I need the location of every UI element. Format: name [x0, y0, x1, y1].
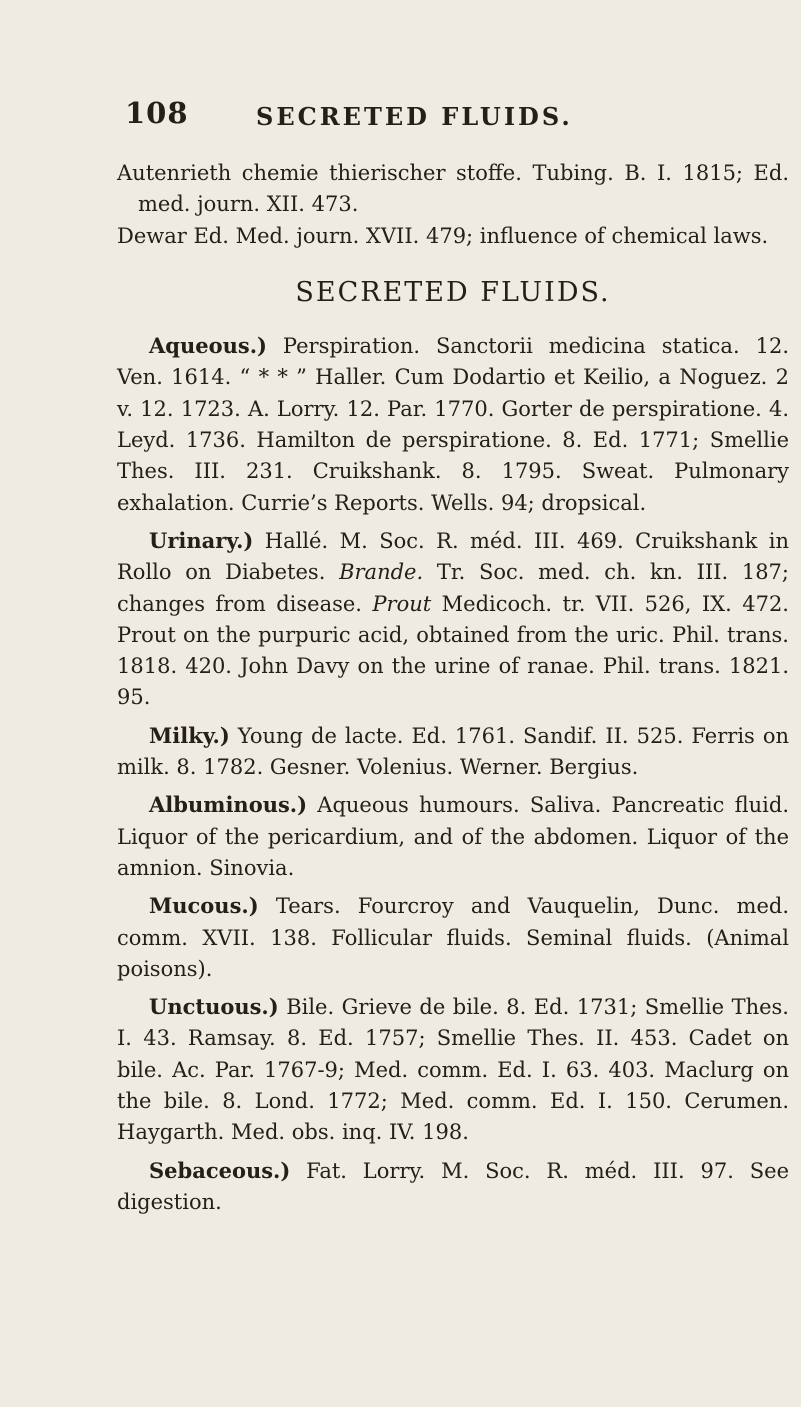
paragraph-lead: Milky.) [149, 722, 230, 748]
paragraph-albuminous [117, 789, 789, 884]
paragraph-lead: Unctuous.) [149, 994, 279, 1020]
paragraph-text: Tr. Soc. med. ch. kn. III. 187; changes from disease. [117, 560, 789, 616]
section-title: SECRETED FLUIDS. [295, 276, 611, 308]
paragraph-sebaceous [117, 1155, 789, 1219]
paragraph-text: Tears. Fourcroy and Vauquelin, Dunc. med. comm. XVII. 138. Follicular fluids. Seminal fluids. (Animal poisons). [117, 894, 789, 981]
paragraph-text: Fat. Lorry. M. Soc. R. méd. III. 97. See digestion. [117, 1158, 789, 1214]
author-name-italic: Prout [372, 591, 432, 616]
running-head: SECRETED FLUIDS. [256, 102, 573, 131]
paragraph-text: Young de lacte. Ed. 1761. Sandif. II. 525. Ferris on milk. 8. 1782. Gesner. Volenius. Werner. Bergius. [117, 723, 789, 780]
page-number: 108 [125, 96, 189, 130]
paragraph-text: Bile. Grieve de bile. 8. Ed. 1731; Smellie Thes. I. 43. Ramsay. 8. Ed. 1757; Smellie Thes. II. 453. Cadet on bile. Ac. Par. 1767-9; Med. comm. Ed. I. 63. 403. Maclurg on the bile. 8. Lond. 1772; Med. comm. Ed. I. 150. Cerumen. Haygarth. Med. obs. inq. IV. 198. [117, 995, 789, 1145]
paragraph-lead: Aqueous.) [149, 333, 267, 359]
page-body [117, 158, 789, 1224]
paragraph-text: Aqueous humours. Saliva. Pancreatic fluid. Liquor of the pericardium, and of the abdomen. Liquor of the amnion. Sinovia. [117, 793, 789, 880]
paragraph-lead: Sebaceous.) [149, 1157, 291, 1183]
paragraph-text: Hallé. M. Soc. R. méd. III. 469. Cruikshank in Rollo on Diabetes. [117, 528, 789, 585]
paragraph-lead: Mucous.) [149, 893, 259, 919]
paragraph-aqueous [117, 330, 789, 519]
bibliography-entry: Autenrieth chemie thierischer stoffe. Tubing. B. I. 1815; Ed. med. journ. XII. 473. [117, 161, 789, 217]
paragraph-unctuous [117, 991, 789, 1148]
paragraph-mucous [117, 890, 789, 985]
paragraph-text: Medicoch. tr. VII. 526, IX. 472. Prout on the purpuric acid, obtained from the uric. Phil. trans. 1818. 420. John Davy on the urine of ranae. Phil. trans. 1821. 95. [117, 591, 789, 710]
paragraph-lead: Albuminous.) [149, 792, 308, 818]
author-name-italic: Brande. [339, 560, 424, 585]
paragraph-urinary [117, 525, 789, 714]
paragraph-lead: Urinary.) [149, 527, 254, 553]
bibliography-entry: Dewar Ed. Med. journ. XVII. 479; influence of chemical laws. [117, 223, 769, 248]
paragraph-milky [117, 720, 789, 784]
paragraph-text: Perspiration. Sanctorii medicina statica. 12. Ven. 1614. “ * * ” Haller. Cum Dodartio et Keilio, a Noguez. 2 v. 12. 1723. A. Lorry. 12. Par. 1770. Gorter de perspiratione. 4. Leyd. 1736. Hamilton de perspiratione. 8. Ed. 1771; Smellie Thes. III. 231. Cruikshank. 8. 1795. Sweat. Pulmonary exhalation. Currie’s Reports. Wells. 94; dropsical. [117, 334, 789, 515]
page-header [125, 96, 741, 136]
